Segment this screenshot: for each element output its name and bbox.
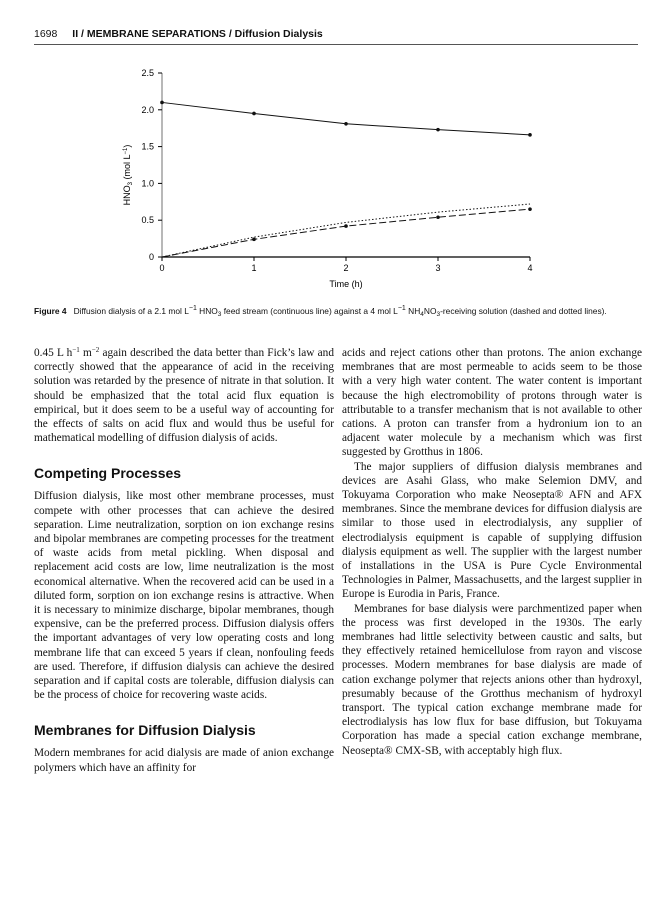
page-number: 1698 [34,28,58,40]
caption-sub: 3 [436,311,441,318]
y-tick-label: 0 [148,252,154,262]
paragraph: Membranes for base dialysis were parchmentized paper when the process was first developed in the 1930s. The early membranes had little selectivity between caustic and salts, but they effectively retained hemicellulose from rayon and viscose processes. Modern membranes for base dialysis are made of cation exchange polymer that rejects anions other than hydroxyl, presumably because of the Grotthus mechanism of hydroxyl transport. The typical cation exchange membrane made for electrodialysis has low flux for base diffusion, but Tokuyama Corporation has made a special cation exchange membrane, Neosepta® CMX-SB, with acceptably high flux. [342,602,642,757]
left-column [34,346,334,775]
caption-text: feed stream (continuous line) against a 4 mol L [221,306,398,316]
chart-svg [100,58,560,298]
x-axis-label: Time (h) [329,279,363,289]
text: 0.45 L h [34,347,73,359]
series-line-dotted [162,204,530,257]
caption-text: -receiving solution (dashed and dotted lines). [440,306,607,316]
data-point [436,128,440,132]
header-rule [34,44,638,45]
caption-text: HNO [196,306,218,316]
y-tick-label: 0.5 [141,215,154,226]
y-tick-label: 1.5 [141,141,154,152]
line-chart [100,58,560,298]
heading-membranes: Membranes for Diffusion Dialysis [34,722,256,739]
data-point [528,133,532,137]
x-tick-label: 4 [527,263,533,273]
x-tick-label: 2 [343,263,349,273]
figure-caption [34,305,634,317]
series-line-solid [162,102,530,134]
y-axis-label: $HNO_3$ (mol $L^{-1}$) [122,144,134,206]
x-tick-label: 0 [159,263,165,273]
x-tick-label: 1 [251,263,257,273]
figure-label: Figure 4 [34,306,67,316]
section-title: II / MEMBRANE SEPARATIONS / Diffusion Dialysis [72,28,323,40]
data-point [436,215,440,219]
y-tick-label: 2.0 [141,104,154,115]
sup: −1 [72,346,80,354]
caption-text: NH [405,306,421,316]
right-column [342,346,642,758]
paragraph [34,346,334,445]
heading-competing-processes: Competing Processes [34,465,182,482]
caption-text: Diffusion dialysis of a 2.1 mol L [73,306,189,316]
y-tick-label: 2.5 [141,68,154,78]
paragraph: Diffusion dialysis, like most other membrane processes, must compete with other processes that can achieve the desired separation. Lime neutralization, sorption on ion exchange resins and bipolar membranes are competing processes for the treatment of waste acids from metal pickling. When disposal and replacement acid costs are low, lime neutralization is the most economical alternative. When the recovered acid can be used in a diluted form, sorption on ion exchange resins is attractive. When it is necessary to minimize discharge, bipolar membranes, though expensive, can be the preferred process. Diffusion dialysis offers the important advantages of very low operating costs and long membrane life that can exceed 5 years if clean, nonfouling feeds are used. Therefore, if diffusion dialysis can achieve the desired separation and if capital costs are tolerable, diffusion dialysis can be the process of choice for recovering waste acids. [34,490,334,702]
data-point [344,224,348,228]
caption-sub: 4 [420,311,424,318]
data-point [252,112,256,116]
caption-sup: −1 [397,305,406,312]
paragraph: Modern membranes for acid dialysis are made of anion exchange polymers which have an affinity for [34,747,334,774]
paragraph: The major suppliers of diffusion dialysis membranes and devices are Asahi Glass, who make Selemion DMV, and Tokuyama Corporation who make Neosepta® AFN and AFX membranes. Since the membrane devices for diffusion dialysis are similar to those used in electrodialysis, any supplier of electrodialysis equipment is capable of supplying diffusion dialysis equipment as well. The supplier with the largest number of installations in the USA is Pure Cycle Environmental Technologies in Palmer, Massachusetts, and the largest supplier in Europe is Eurodia in Paris, France. [342,460,643,601]
data-point [344,122,348,126]
text: m [79,347,92,359]
caption-text: NO [423,306,437,316]
data-point [252,238,256,242]
data-point [528,207,532,211]
y-tick-label: 1.0 [141,178,154,189]
caption-sub: 3 [217,311,222,318]
running-head [34,28,638,40]
caption-sup: −1 [188,305,197,312]
series-line-dashed [162,209,530,257]
sup: −2 [91,346,100,354]
paragraph: acids and reject cations other than protons. The anion exchange membranes that are most permeable to acids seem to be those with a very high water content. The water content is important because the high electromobility of protons through water is attributable to a transfer mechanism that is not available to other cations. A proton can transfer from a hydronium ion to an adjacent water molecule by a mechanism which was first suggested by Grotthus in 1806. [342,347,642,459]
x-tick-label: 3 [435,263,441,273]
data-point [160,101,164,105]
text: again described the data better than Fick’s law and correctly showed that the appearance of acid in the receiving solution was retarded by the presence of nitrate in that solution. It should be emphasized that the total acid flux equation is empirical, but it does seem to be a useful way of accounting for the effects of salts on acid flux and would thus be useful for mathematical modelling of diffusion dialysis of acids. [34,347,334,445]
